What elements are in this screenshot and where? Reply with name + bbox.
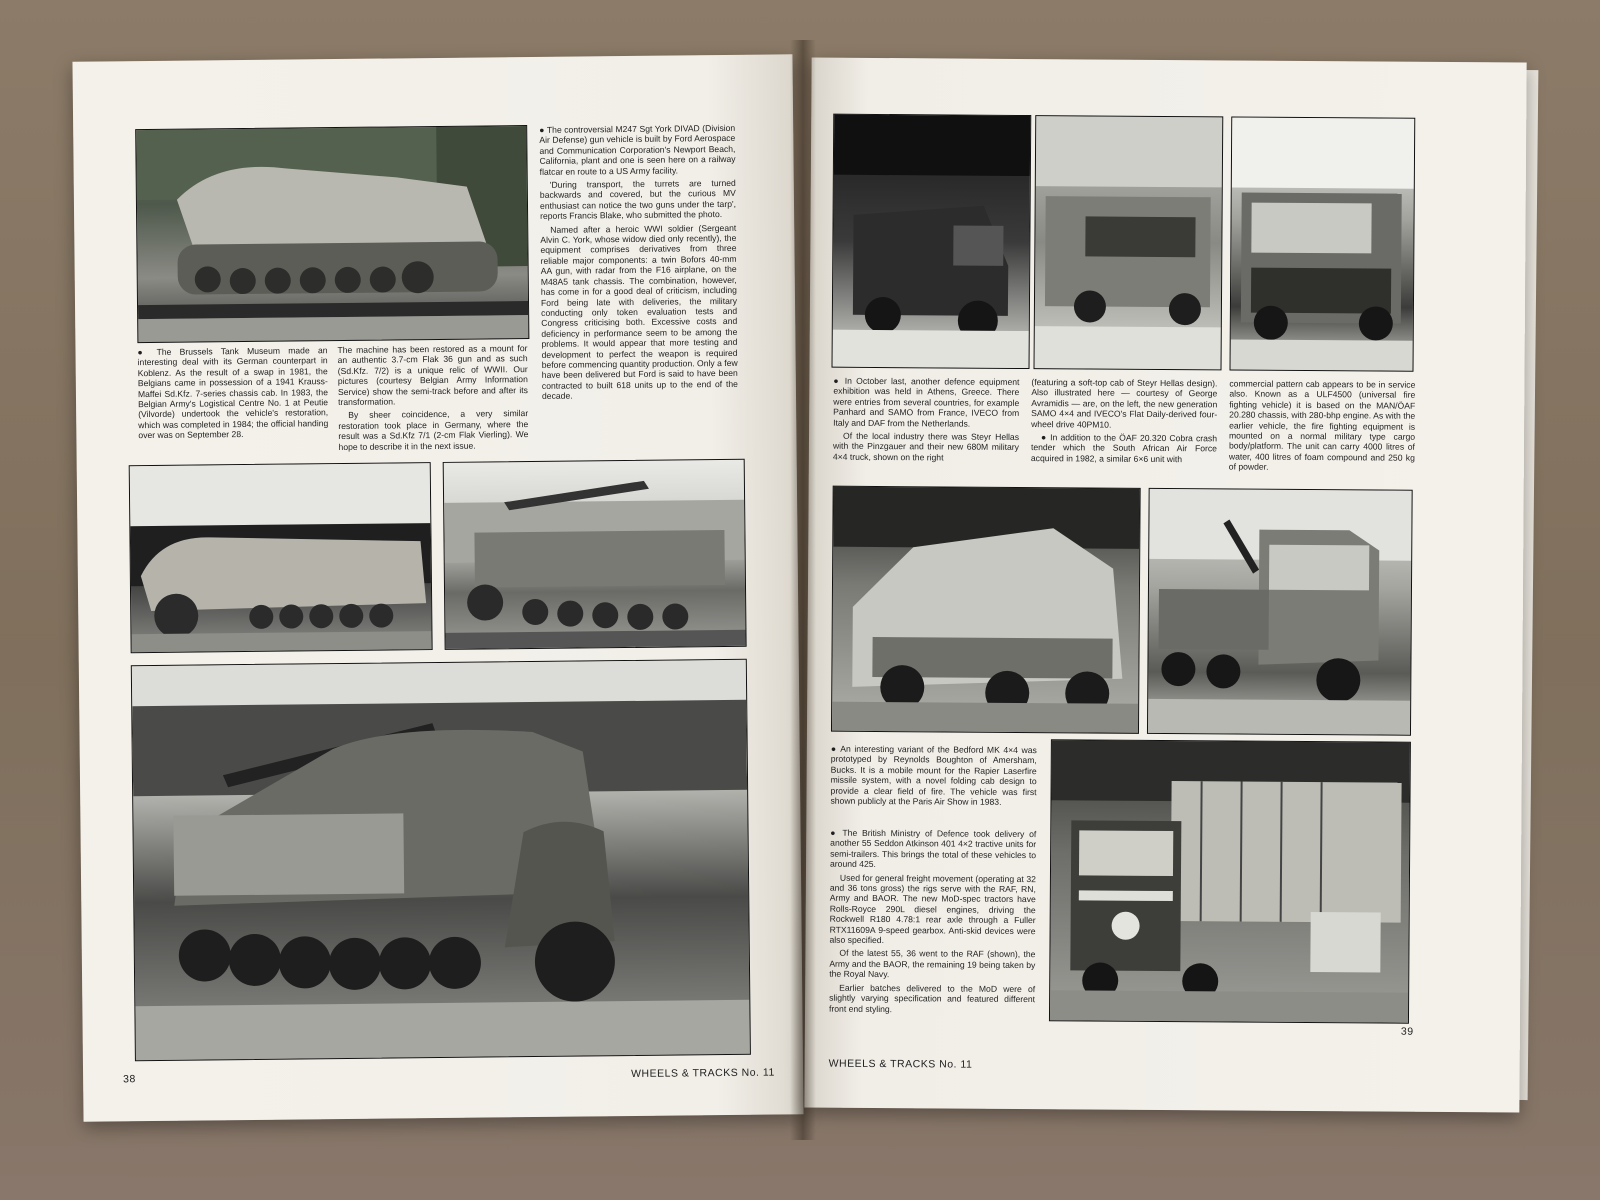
article-text: ● In addition to the ÖAF 20.320 Cobra crash tender which the South African Air Force acquired in 1982, a similar 6×6 unit with: [1030, 432, 1218, 464]
article-text: Named after a heroic WWI soldier (Sergeant Alvin C. York, whose widow died only recently), the equipment comprises derivatives from three reliable major components: a twin Bofors 40-mm AA gun, with radar from the F16 airplane, on the M48A5 tank chassis. The combination, however, has come in for a good deal of criticism, including Ford being late with deliveries, the military conducting only token evaluation tests and Congress criticising both. Excessive costs and deficiency in performance seem to be among the problems. It would appear that more testing and development to perfect the weapon is required before commencing quantity production. Only a few have been delivered but Ford is said to have been contracted to built 618 units up to the end of the decade.: [540, 222, 738, 402]
article-oaf-fire-vehicle: [1229, 378, 1416, 476]
article-text: (featuring a soft-top cab of Steyr Hellas design). Also illustrated here — courtesy of George Avramidis — are, on the left, the new generation SAMO 4×4 and IVECO's Flat Daily-derived four-wheel drive 40PM10.: [1031, 377, 1218, 430]
caption-text: By sheer coincidence, a very similar restoration took place in Germany, where the result was a Sd.Kfz 7/1 (2-cm Flak Vierling). We hope to describe it in the next issue.: [338, 408, 529, 452]
right-page-number: 39: [1400, 1025, 1414, 1038]
caption-text: The machine has been restored as a mount for an authentic 3.7-cm Flak 36 gun and as such (Sd.Kfz. 7/2) is a unique relic of WWII. Our pictures (courtesy Belgian Army Information Service) show the semi-track before and after its transformation.: [337, 343, 528, 408]
right-page: [804, 58, 1526, 1113]
article-athens: [833, 376, 1020, 467]
photo-halftrack-after: [131, 659, 751, 1061]
caption-text: ● The Brussels Tank Museum made an interesting deal with its German counterpart in Koblenz. As the result of a swap in 1981, the Belgians came in possession of a 1941 Krauss-Maffei Sd.Kfz. 7-series chassis cab. In 1983, the Belgian Army's Logistical Centre No. 1 at Peutie (Vilvorde) undertook the vehicle's restoration, which was completed in 1984; the official handing over was on September 28.: [137, 345, 329, 441]
article-seddon-atkinson: [829, 828, 1036, 1018]
photo-halftrack-before: [129, 462, 433, 653]
article-text: ● The controversial M247 Sgt York DIVAD (Division Air Defense) gun vehicle is built by Ford Aerospace and Communication Corporation's Newport Beach, California, plant and one is seen here on a railway flatcar en route to a US Army facility.: [539, 122, 736, 177]
left-publication-title: WHEELS & TRACKS No. 11: [631, 1066, 775, 1081]
article-text: Of the latest 55, 36 went to the RAF (shown), the Army and the BAOR, the remaining 19 being taken by the Royal Navy.: [829, 948, 1036, 980]
photo-halftrack-flak: [443, 459, 747, 650]
article-bedford: [830, 744, 1036, 811]
article-text: ● An interesting variant of the Bedford MK 4×4 was prototyped by Reynolds Boughton of Amersham, Bucks. It is a mobile mount for the Rapier Laserfire missile system, with a novel folding cab design to provide a clear field of fire. The vehicle was first shown publicly at the Paris Air Show in 1983.: [830, 743, 1037, 807]
photo-steyr-680m: [1229, 116, 1415, 371]
photo-bedford-rapier: [831, 486, 1141, 734]
spine-gutter: [790, 40, 816, 1140]
article-text: Of the local industry there was Steyr Hellas with the Pinzgauer and their new 680M military 4×4 truck, shown on the right: [832, 430, 1020, 463]
caption-brussels-tank: [137, 345, 328, 444]
photo-seddon-atkinson-raf: [1049, 739, 1411, 1024]
article-text: ● In October last, another defence equipment exhibition was held in Athens, Greece. There were entries from several countries, for example Panhard and SAMO from France, IVECO from Italy and DAF from the Netherlands.: [833, 375, 1020, 429]
photo-man-oaf-ulf4500: [1147, 488, 1413, 736]
article-text: commercial pattern cab appears to be in service also. Known as a ULF4500 (universal fire fighting vehicle) it is based on the MAN/ÖAF 20.280 chassis, with 280-bhp engine. As with the earlier vehicle, the fire fighting equipment is mounted on a normal military type cargo body/platform. The unit can carry 4000 litres of water, 400 litres of foam compound and 250 kg of powder.: [1228, 378, 1416, 472]
photo-iveco-40pm10: [1034, 115, 1224, 370]
left-page-number: 38: [123, 1073, 136, 1086]
article-text: ● The British Ministry of Defence took delivery of another 55 Seddon Atkinson 401 4×2 tractive units for semi-trailers. This brings the total of these vehicles to around 425.: [830, 827, 1037, 870]
article-text: Earlier batches delivered to the MoD were of slightly varying specification and featured different front end styling.: [829, 982, 1036, 1014]
right-publication-title: WHEELS & TRACKS No. 11: [828, 1057, 973, 1071]
caption-restoration: [337, 343, 528, 455]
photo-samo-4x4: [832, 114, 1032, 369]
article-athens-cont: [1031, 377, 1218, 468]
photo-sgt-york-flatcar: [135, 125, 529, 343]
article-sgt-york: [539, 123, 738, 405]
left-page: [72, 54, 803, 1121]
article-text: 'During transport, the turrets are turned backwards and covered, but the curious MV enthusiast can notice the two guns under the tarp', reports Francis Blake, who submitted the photo.: [539, 177, 737, 222]
article-text: Used for general freight movement (operating at 32 and 36 tons gross) the rigs serve with the RAF, RN, Army and BAOR. The new MoD-spec tractors have Rolls-Royce 290L diesel engines, driving the Rockwell R180 4.78:1 rear axle through a Fuller RTX11609A 9-speed gearbox. Anti-skid devices were also specified.: [829, 872, 1036, 946]
